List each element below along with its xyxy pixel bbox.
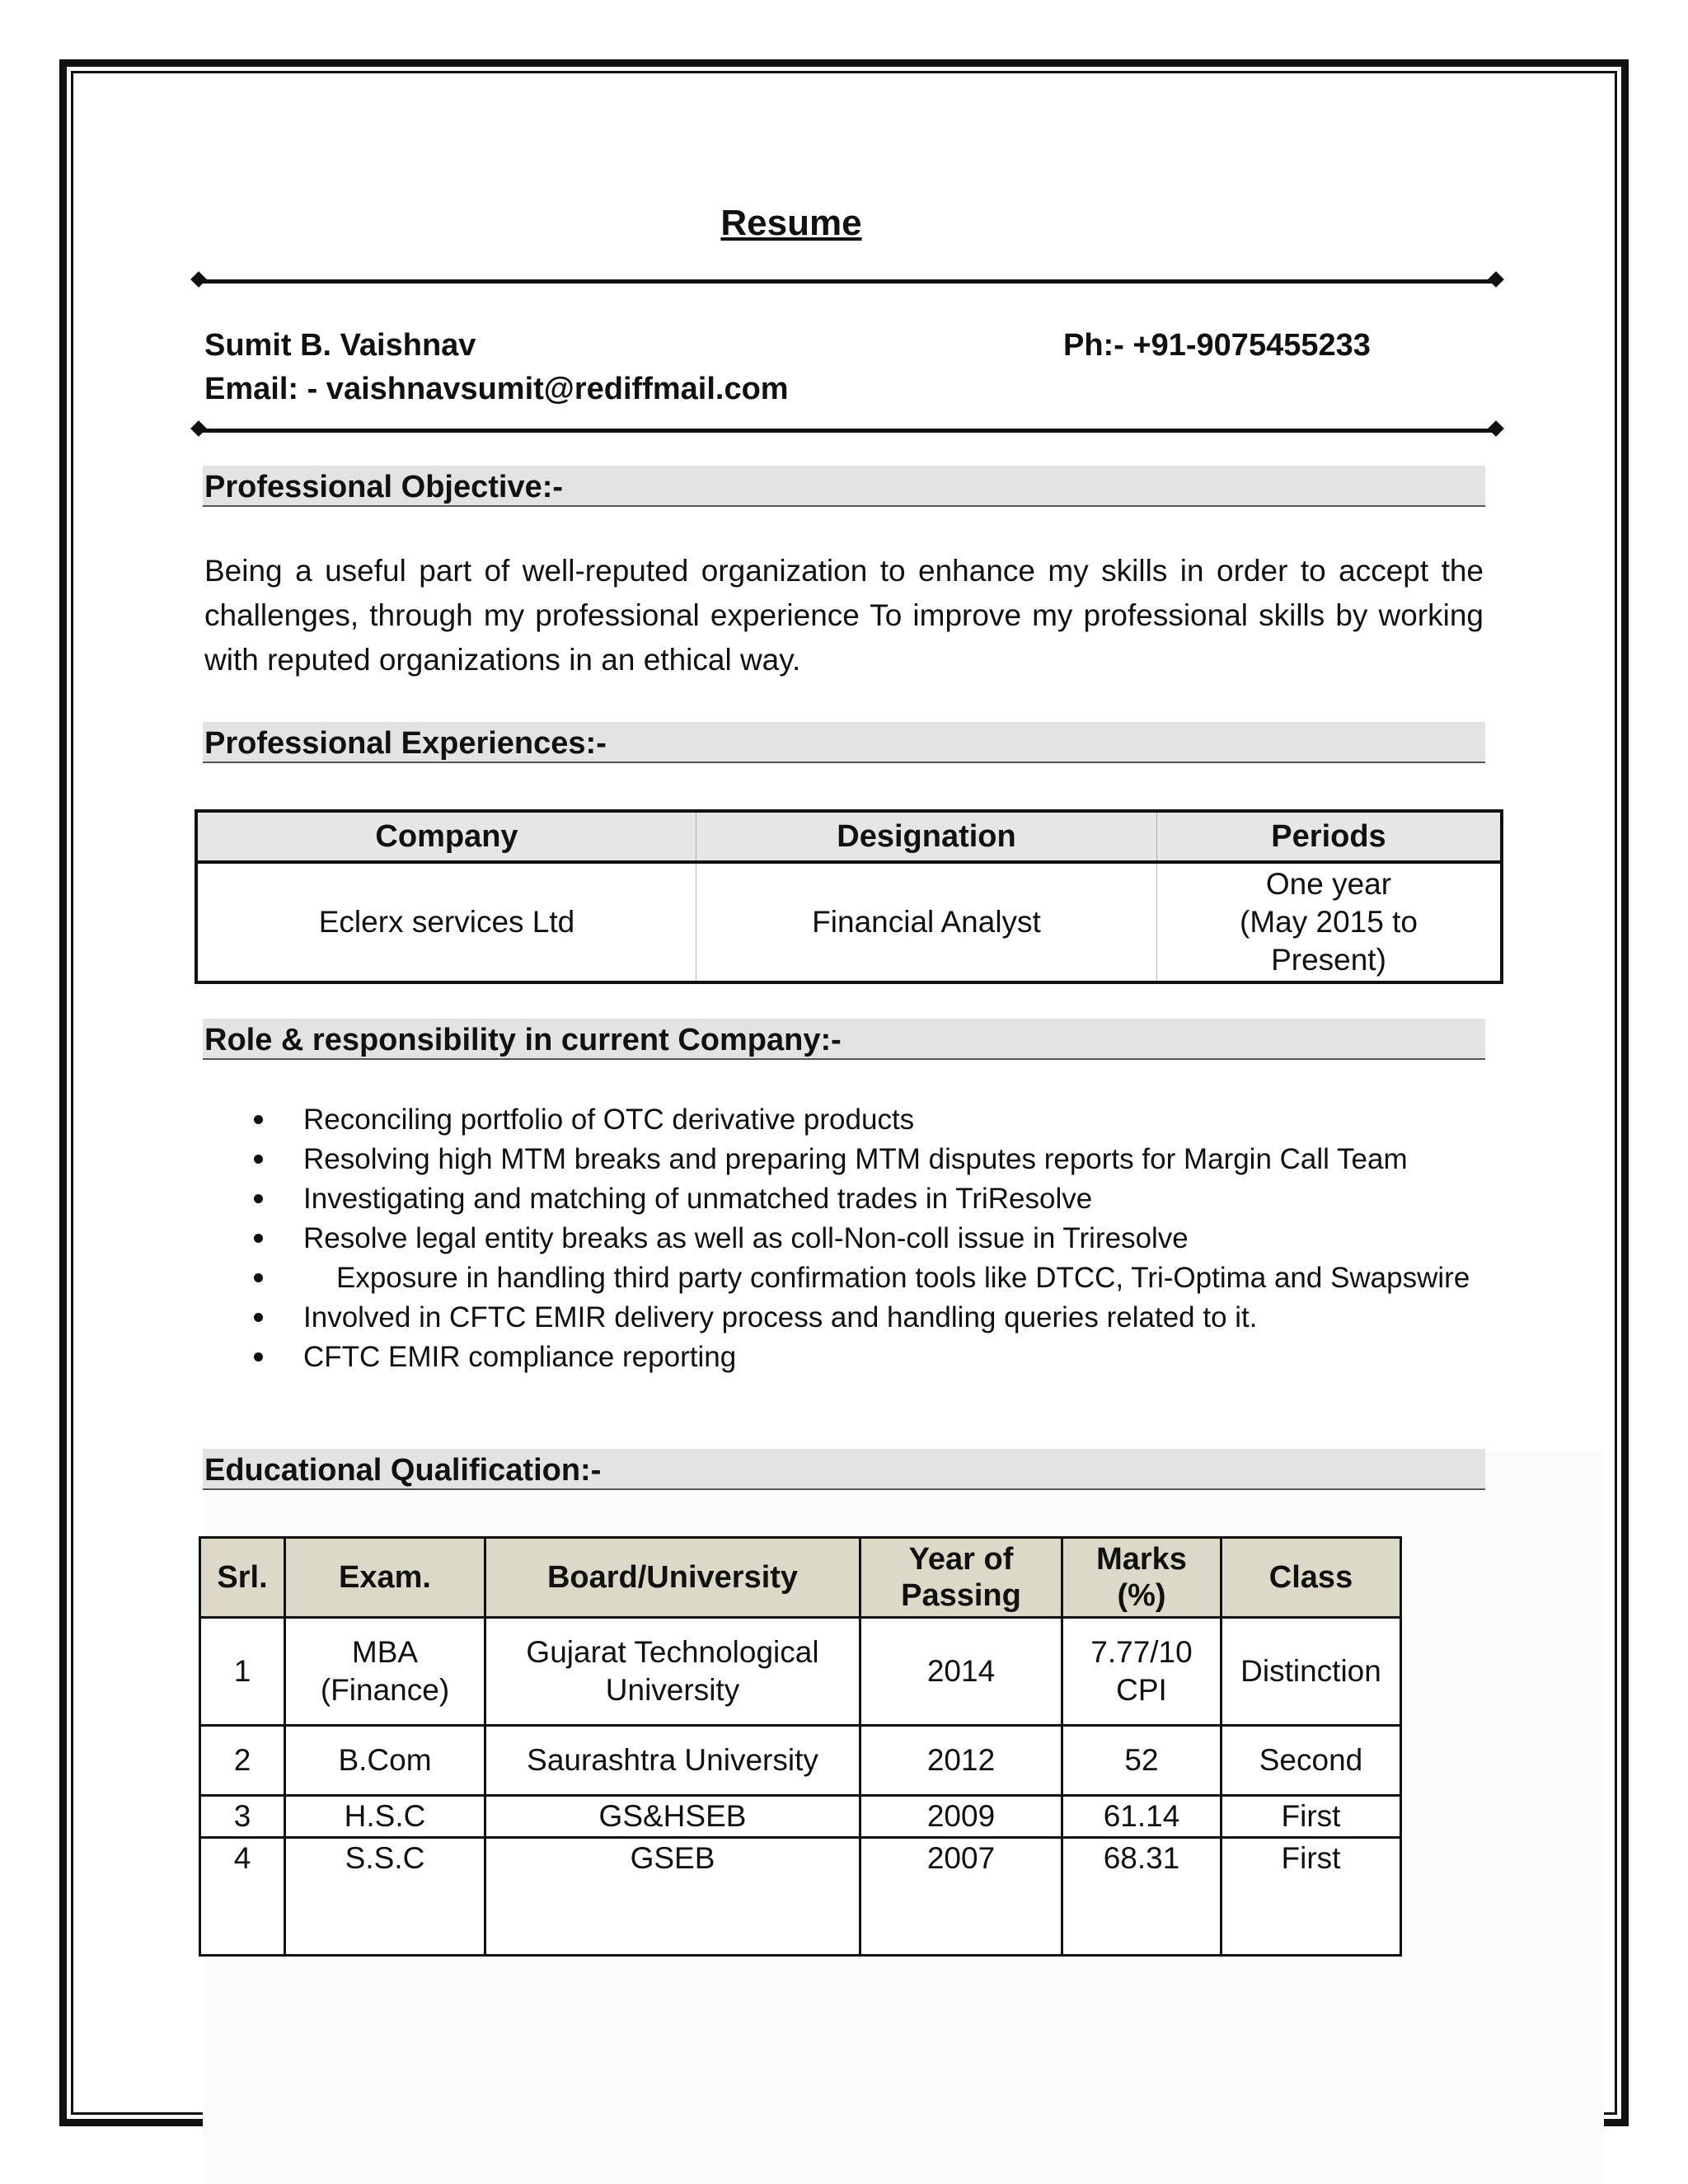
marks-unit: CPI bbox=[1116, 1673, 1167, 1707]
list-item: CFTC EMIR compliance reporting bbox=[204, 1338, 1484, 1376]
column-header-year: Year of Passing bbox=[860, 1538, 1062, 1618]
marks-value: 7.77/10 bbox=[1090, 1635, 1193, 1669]
table-row bbox=[200, 1726, 1401, 1796]
year-cell: 2009 bbox=[860, 1796, 1062, 1838]
document-title: Resume bbox=[720, 203, 862, 243]
class-cell: First bbox=[1221, 1796, 1401, 1838]
class-cell: Distinction bbox=[1221, 1618, 1401, 1726]
period-line: (May 2015 to bbox=[1240, 905, 1418, 939]
board-cell: GS&HSEB bbox=[485, 1796, 860, 1838]
marks-cell: 52 bbox=[1062, 1726, 1221, 1796]
contact-phone: Ph:- +91-9075455233 bbox=[1063, 328, 1371, 363]
column-header-marks: Marks (%) bbox=[1062, 1538, 1221, 1618]
column-header-designation: Designation bbox=[696, 811, 1157, 862]
list-item: Resolve legal entity breaks as well as coll-Non-coll issue in Triresolve bbox=[204, 1220, 1484, 1258]
table-row bbox=[200, 1838, 1401, 1956]
contact-email: Email: - vaishnavsumit@rediffmail.com bbox=[204, 372, 789, 406]
board-cell: GSEB bbox=[485, 1838, 860, 1956]
exam-cell: B.Com bbox=[285, 1726, 485, 1796]
marks-cell: 68.31 bbox=[1062, 1838, 1221, 1956]
column-header-class: Class bbox=[1221, 1538, 1401, 1618]
year-cell: 2007 bbox=[860, 1838, 1062, 1956]
education-table-header bbox=[200, 1538, 1401, 1618]
column-header-company: Company bbox=[196, 811, 696, 862]
header-divider-top bbox=[200, 279, 1494, 284]
srl-cell: 3 bbox=[200, 1796, 285, 1838]
marks-cell: 61.14 bbox=[1062, 1796, 1221, 1838]
responsibility-list bbox=[204, 1101, 1484, 1378]
list-item: Reconciling portfolio of OTC derivative products bbox=[204, 1101, 1484, 1139]
class-cell: Second bbox=[1221, 1726, 1401, 1796]
designation-cell: Financial Analyst bbox=[696, 862, 1157, 982]
experience-table-header bbox=[196, 811, 1502, 862]
company-cell: Eclerx services Ltd bbox=[196, 862, 696, 982]
exam-cell: S.S.C bbox=[285, 1838, 485, 1956]
objective-text: Being a useful part of well-reputed organization to enhance my skills in order to accept the challenges, through my professional experience To improve my professional skills by working with reputed organizations in an ethical way. bbox=[204, 554, 1484, 677]
section-heading-objective: Professional Objective:- bbox=[203, 466, 1485, 507]
srl-cell: 1 bbox=[200, 1618, 285, 1726]
class-cell: First bbox=[1221, 1838, 1401, 1956]
list-item: Investigating and matching of unmatched trades in TriResolve bbox=[204, 1180, 1484, 1218]
column-header-exam: Exam. bbox=[285, 1538, 485, 1618]
section-heading-education: Educational Qualification:- bbox=[203, 1449, 1485, 1490]
marks-cell bbox=[1062, 1618, 1221, 1726]
list-item: Involved in CFTC EMIR delivery process and handling queries related to it. bbox=[204, 1299, 1484, 1337]
column-header-srl: Srl. bbox=[200, 1538, 285, 1618]
section-heading-role: Role & responsibility in current Company:- bbox=[203, 1019, 1485, 1060]
table-row bbox=[196, 862, 1502, 982]
experience-table bbox=[195, 809, 1503, 984]
table-row bbox=[200, 1796, 1401, 1838]
period-line: Present) bbox=[1271, 943, 1386, 977]
board-cell: Gujarat Technological University bbox=[485, 1618, 860, 1726]
table-row bbox=[200, 1618, 1401, 1726]
period-line: One year bbox=[1265, 867, 1392, 901]
column-header-board: Board/University bbox=[485, 1538, 860, 1618]
exam-cell: MBA (Finance) bbox=[285, 1618, 485, 1726]
list-item: Exposure in handling third party confirmation tools like DTCC, Tri-Optima and Swapswire bbox=[204, 1259, 1484, 1297]
education-table bbox=[199, 1536, 1402, 1957]
board-cell: Saurashtra University bbox=[485, 1726, 860, 1796]
list-item: Resolving high MTM breaks and preparing MTM disputes reports for Margin Call Team bbox=[204, 1141, 1484, 1179]
period-cell bbox=[1157, 862, 1503, 982]
srl-cell: 2 bbox=[200, 1726, 285, 1796]
exam-cell: H.S.C bbox=[285, 1796, 485, 1838]
year-cell: 2012 bbox=[860, 1726, 1062, 1796]
section-heading-experience: Professional Experiences:- bbox=[203, 722, 1485, 763]
header-divider-bottom bbox=[200, 429, 1494, 433]
contact-name: Sumit B. Vaishnav bbox=[204, 328, 476, 363]
year-cell: 2014 bbox=[860, 1618, 1062, 1726]
column-header-periods: Periods bbox=[1157, 811, 1503, 862]
srl-cell: 4 bbox=[200, 1838, 285, 1956]
